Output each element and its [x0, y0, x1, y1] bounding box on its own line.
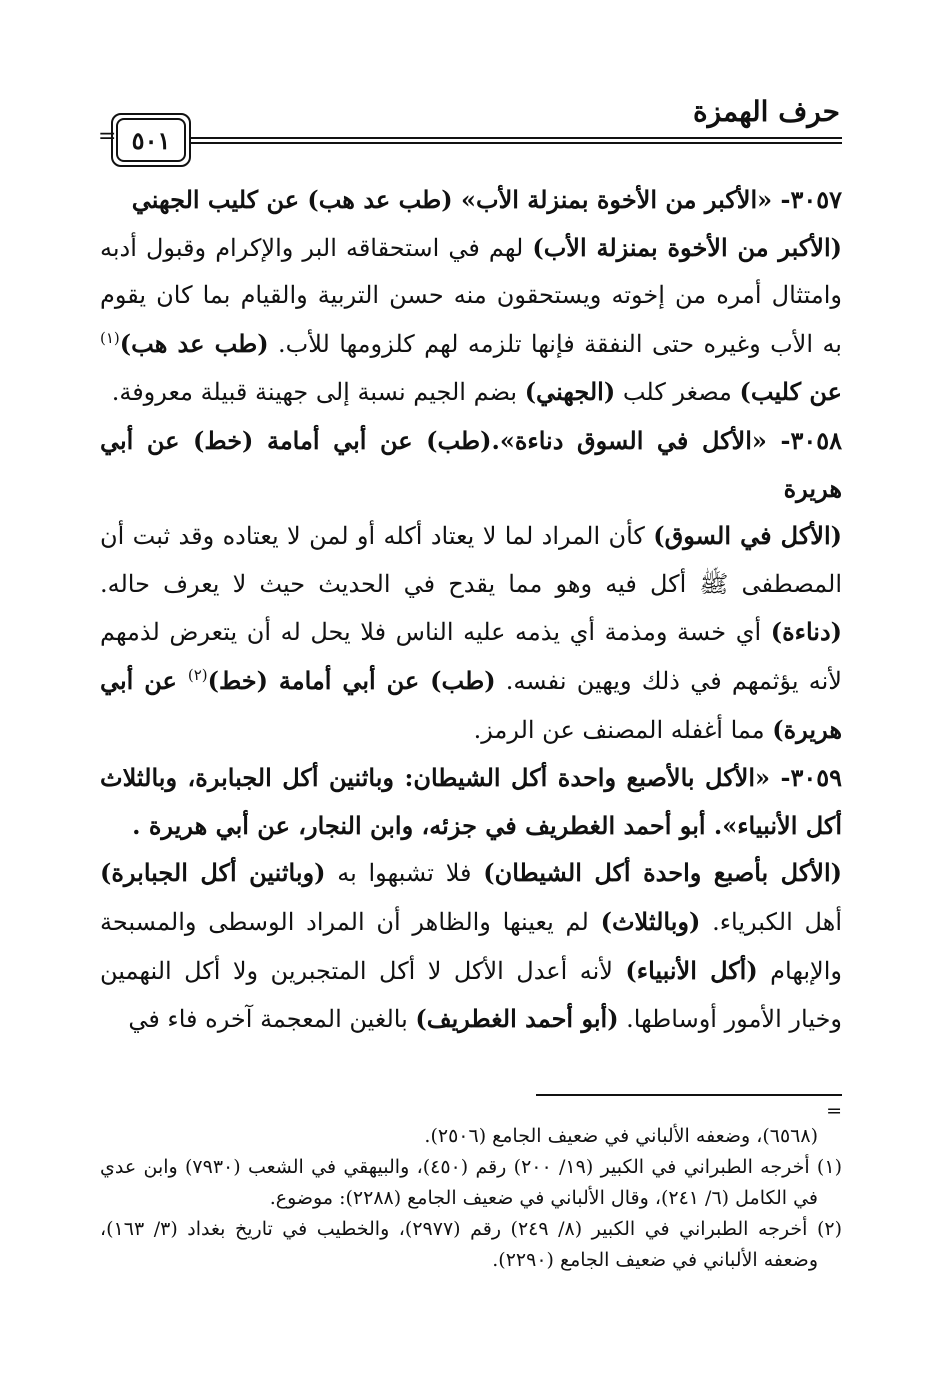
commentary-span: (وبالثلاث) — [600, 906, 701, 936]
page-number: ٥٠١ — [131, 125, 171, 155]
header-mark: = — [98, 124, 117, 149]
commentary-span: لهم في استحقاقه البر والإكرام وقبول أدبه وامتثال أمره من إخوته ويستحقون منه حسن التربية والقيام بما كان يقوم به الأب وغيره حتى النفقة فإنها تلزمه لهم كلزومها للأب. — [100, 233, 842, 358]
footnote-separator — [536, 1094, 842, 1096]
footnote-2: (٢) أخرجه الطبراني في الكبير (٨/ ٢٤٩) رقم (٢٩٧٧)، والخطيب في تاريخ بغداد (٣/ ١٦٣)، وضعفه الألباني في ضعيف الجامع (٢٢٩٠). — [100, 1218, 842, 1271]
body-text — [100, 176, 842, 1044]
commentary-span: (وباثنين أكل الجبابرة) — [100, 858, 326, 888]
footnote-ref-1[interactable]: (١) — [100, 328, 120, 347]
hadith-3058: ٣٠٥٨- «الأكل في السوق دناءة».(طب) عن أبي أمامة (خط) عن أبي هريرة — [100, 425, 842, 503]
hadith-3057: ٣٠٥٧- «الأكبر من الأخوة بمنزلة الأب» (طب عد هب) عن كليب الجهني — [131, 185, 842, 214]
commentary-span: (دناءة) — [770, 617, 842, 647]
footnote-continuation-mark: = — [826, 1100, 842, 1122]
commentary-span: أهل الكبرياء. — [700, 907, 843, 936]
commentary-span: (الأكل في السوق) — [653, 521, 842, 551]
commentary-span: عن كليب) — [739, 377, 842, 407]
page-number-frame — [116, 118, 186, 162]
commentary-3059 — [100, 849, 842, 1043]
commentary-span: مصغر كلب — [615, 378, 740, 407]
footnotes — [100, 1101, 842, 1276]
commentary-span: كأن المراد لما لا يعتاد أكله أو لمن لا يعتاده وقد ثبت أن المصطفى ﷺ أكل فيه وهو مما يقدح في الحديث حيث لا يعرف حاله. — [100, 522, 842, 598]
commentary-span: فلا تشبهوا به — [325, 859, 484, 888]
commentary-span: لأنه أعدل الأكل لا أكل المتجبرين ولا أكل النهمين وخيار الأمور أوساطها. — [100, 956, 842, 1034]
commentary-3058 — [100, 512, 842, 754]
commentary-span: لم يعينها والظاهر أن المراد الوسطى والمسبحة والإبهام — [100, 907, 843, 985]
commentary-span: (الأكل بأصبع واحدة أكل الشيطان) — [483, 858, 842, 888]
commentary-span: أي خسة ومذمة أي يذمه عليه الناس فلا يحل له أن يتعرض لذمهم لأنه يؤثمهم في ذلك ويهين نفسه. — [100, 618, 842, 695]
commentary-span: (أبو أحمد الغطريف) — [415, 1004, 619, 1034]
commentary-3057 — [100, 224, 842, 417]
commentary-span: (طب) عن أبي أمامة (خط) — [207, 665, 496, 695]
chapter-title: حرف الهمزة — [692, 95, 840, 128]
commentary-span: (أكل الأنبياء) — [625, 955, 758, 985]
commentary-span: مما أغفله المصنف عن الرمز. — [473, 715, 773, 744]
footnote-1: (١) أخرجه الطبراني في الكبير (١٩/ ٢٠٠) رقم (٤٥٠)، والبيهقي في الشعب (٧٩٣٠) وابن عدي في الكامل (٦/ ٢٤١)، وقال الألباني في ضعيف الجامع (٢٢٨٨): موضوع. — [100, 1156, 842, 1209]
commentary-span: (طب عد هب) — [119, 328, 269, 358]
commentary-span: (الجهني) — [524, 377, 616, 407]
header-rule — [190, 137, 842, 144]
commentary-span: بالغين المعجمة آخره فاء في — [128, 1005, 416, 1034]
footnote-ref-2[interactable]: (٢) — [187, 665, 208, 684]
commentary-span: عن أبي هريرة) — [100, 665, 842, 744]
hadith-3059: ٣٠٥٩- «الأكل بالأصبع واحدة أكل الشيطان: وباثنين أكل الجبابرة، وبالثلاث أكل الأنبياء». أبو أحمد الغطريف في جزئه، وابن النجار، عن أبي هريرة . — [100, 763, 842, 840]
commentary-span: بضم الجيم نسبة إلى جهينة قبيلة معروفة. — [111, 378, 525, 407]
commentary-span: (الأكبر من الأخوة بمنزلة الأب) — [532, 232, 843, 262]
footnote-continuation: (٦٥٦٨)، وضعفه الألباني في ضعيف الجامع (٢٥٠٦). — [424, 1125, 818, 1147]
